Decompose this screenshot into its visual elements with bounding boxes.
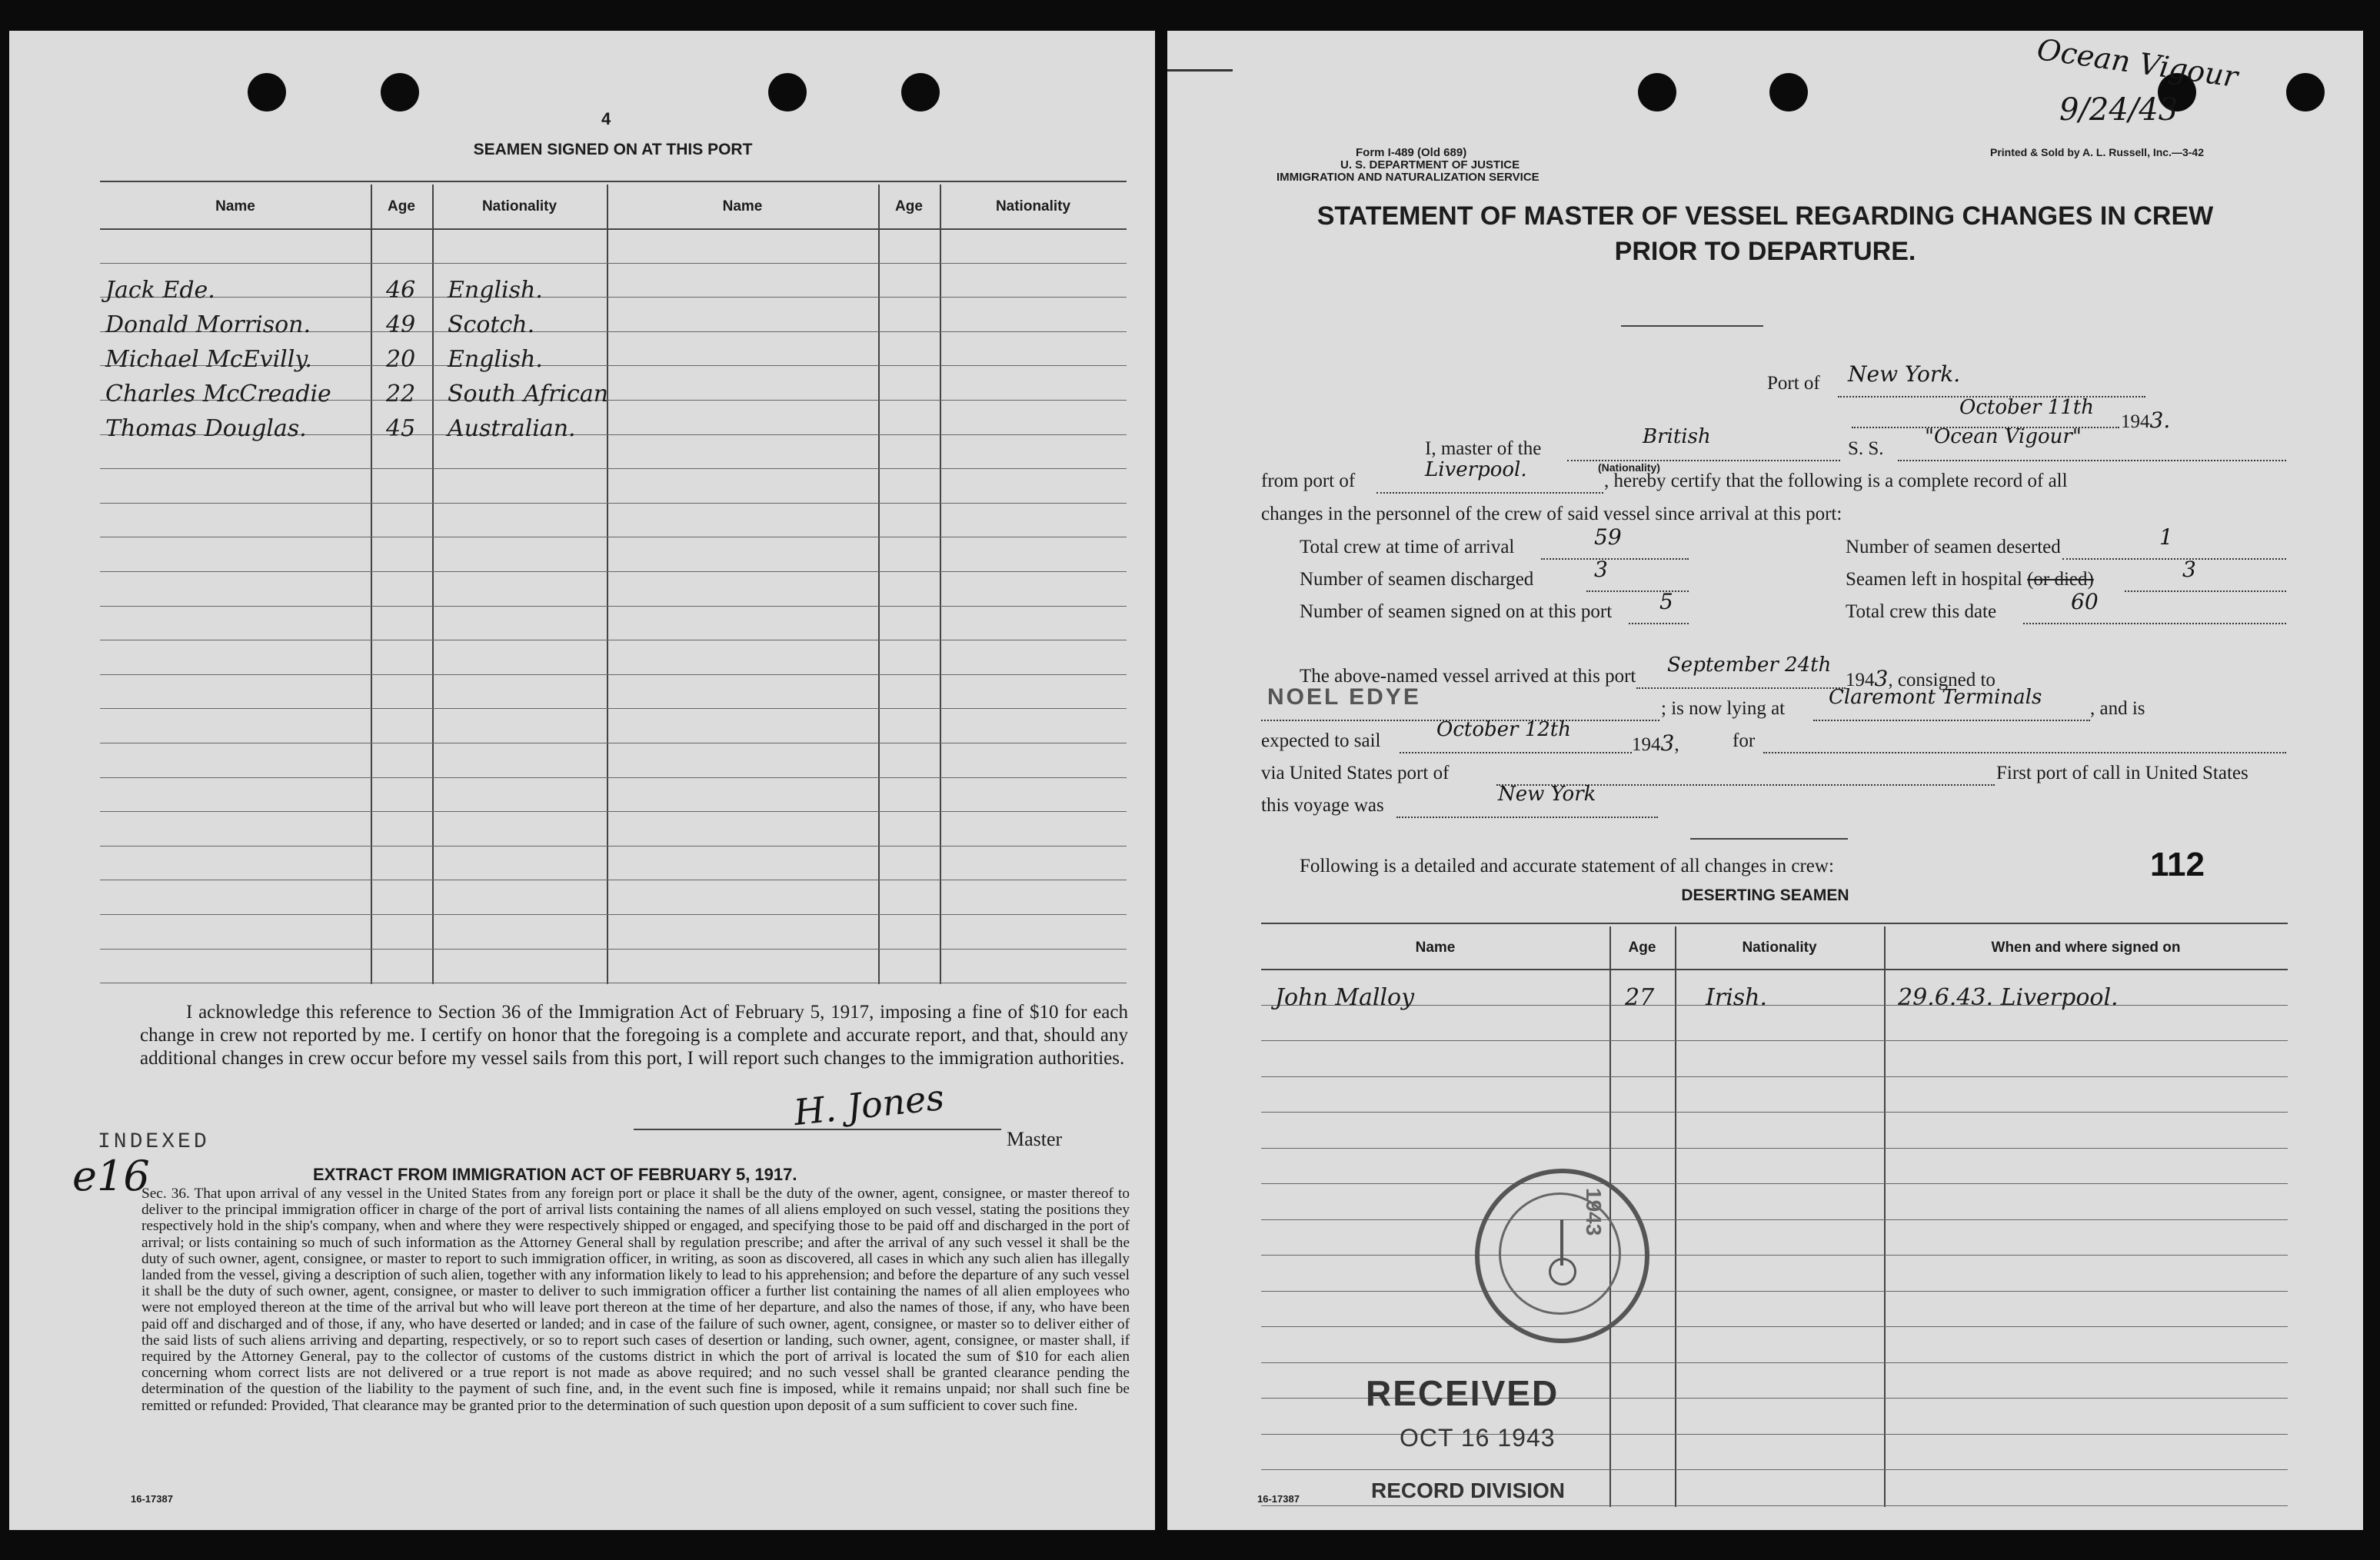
- port-value: New York.: [1848, 361, 1961, 387]
- master-label: Master: [1007, 1128, 1063, 1150]
- seaman-nationality: South African: [448, 381, 609, 407]
- stat-discharged: 3: [1594, 557, 1608, 582]
- form-code: 16-17387: [131, 1493, 173, 1505]
- year-value: 3: [1660, 730, 1675, 756]
- stat-label: Number of seamen discharged: [1300, 569, 1534, 590]
- seaman-name: Thomas Douglas.: [105, 415, 307, 442]
- punch-hole: [248, 73, 286, 111]
- stat-total-crew-date: 60: [2071, 589, 2099, 614]
- table-rule: [100, 708, 1127, 709]
- col-name: Name: [215, 198, 255, 215]
- expected-label: expected to sail: [1261, 730, 1381, 751]
- deserter-age: 27: [1625, 984, 1655, 1011]
- master-signature: H. Jones: [791, 1076, 947, 1134]
- table-rule: [1261, 1255, 2288, 1256]
- and-is: , and is: [2090, 698, 2145, 719]
- consigned-label: , consigned to: [1888, 670, 1996, 690]
- table-rule: [100, 468, 1127, 469]
- table-rule: [100, 571, 1127, 572]
- col-age: Age: [388, 198, 415, 215]
- stat-label: Total crew this date: [1846, 601, 1997, 622]
- year-printed: 194: [1632, 734, 1661, 755]
- changes-text: changes in the personnel of the crew of said vessel since arrival at this port:: [1261, 504, 1842, 524]
- struck-text: (or died): [2027, 569, 2094, 590]
- deserting-title: DESERTING SEAMEN: [1681, 886, 1849, 904]
- seaman-age: 46: [386, 277, 416, 304]
- year-value: 3.: [2149, 407, 2171, 433]
- stat-label: Seamen left in hospital: [1846, 569, 2022, 590]
- punch-hole: [1638, 73, 1676, 111]
- year-printed: 194: [2121, 411, 2150, 432]
- seaman-age: 45: [386, 415, 416, 442]
- received-date: OCT 16 1943: [1400, 1424, 1556, 1452]
- col-nationality: Nationality: [481, 198, 558, 215]
- received-stamp: RECEIVED: [1366, 1373, 1559, 1413]
- seaman-nationality: English.: [448, 346, 543, 373]
- date-value: October 11th: [1959, 396, 2094, 419]
- lying-value: Claremont Terminals: [1829, 686, 2042, 709]
- table-rule: [1261, 1362, 2288, 1363]
- punch-hole: [768, 73, 807, 111]
- table-rule: [100, 846, 1127, 847]
- form-title: STATEMENT OF MASTER OF VESSEL REGARDING CHANGES IN CREW: [1316, 201, 2214, 231]
- round-stamp-year: 1943: [1582, 1188, 1606, 1236]
- nationality-caption: (Nationality): [1598, 461, 1660, 474]
- stat-label-hospital: [1846, 569, 2094, 590]
- stat-deserted: 1: [2159, 524, 2173, 550]
- indexed-stamp: INDEXED: [98, 1130, 210, 1154]
- seaman-name: Charles McCreadie: [105, 381, 331, 407]
- acknowledgment-text: I acknowledge this reference to Section 36 of the Immigration Act of February 5, 1917, imposing a fine of $10 for each change in crew not reported by me. I certify on honor that the foregoing is a complete and accurate report, and that, should any additional changes in crew occur before my vessel sails from this port, I will report such changes to the immigration authorities.: [140, 1002, 1128, 1069]
- seaman-age: 20: [386, 346, 416, 373]
- form-subtitle: PRIOR TO DEPARTURE.: [1614, 237, 1916, 266]
- left-page: [9, 31, 1155, 1530]
- via-label: via United States port of: [1261, 763, 1450, 783]
- this-voyage-label: this voyage was: [1261, 795, 1384, 816]
- table-rule: [1261, 1469, 2288, 1470]
- punch-hole: [2286, 73, 2325, 111]
- service: IMMIGRATION AND NATURALIZATION SERVICE: [1277, 171, 1540, 184]
- handwritten-mark: e16: [72, 1152, 150, 1200]
- form-code: 16-17387: [1257, 1493, 1300, 1505]
- col-when-where: When and where signed on: [1991, 940, 2181, 956]
- department: U. S. DEPARTMENT OF JUSTICE: [1340, 158, 1520, 171]
- certify-text: , hereby certify that the following is a complete record of all: [1604, 471, 2068, 491]
- col-nationality: Nationality: [995, 198, 1071, 215]
- table-rule: [1261, 1183, 2288, 1184]
- ss-label: S. S.: [1848, 438, 1884, 459]
- for-label: for: [1733, 730, 1756, 751]
- table-rule: [1261, 1326, 2288, 1327]
- section-title: SEAMEN SIGNED ON AT THIS PORT: [473, 141, 753, 158]
- page-number: 4: [601, 109, 611, 128]
- expected-value: October 12th: [1436, 718, 1571, 741]
- seaman-nationality: English.: [448, 277, 543, 304]
- arrived-value: September 24th: [1667, 654, 1832, 677]
- punch-hole: [381, 73, 419, 111]
- stat-label: Number of seamen signed on at this port: [1300, 601, 1613, 622]
- from-port-value: Liverpool.: [1425, 458, 1527, 481]
- seaman-nationality: Australian.: [448, 415, 576, 442]
- handwritten-date: 9/24/43: [2059, 92, 2179, 128]
- seaman-nationality: Scotch.: [448, 311, 535, 338]
- seaman-name: Jack Ede.: [105, 277, 215, 304]
- stamp-number: 112: [2150, 846, 2205, 883]
- table-rule: [1261, 1148, 2288, 1149]
- col-name: Name: [722, 198, 763, 215]
- seaman-name: Michael McEvilly.: [105, 346, 312, 373]
- from-port-label: from port of: [1261, 471, 1356, 491]
- extract-title: EXTRACT FROM IMMIGRATION ACT OF FEBRUARY 5, 1917.: [313, 1165, 797, 1184]
- table-rule: [100, 674, 1127, 675]
- deserter-nationality: Irish.: [1706, 984, 1768, 1011]
- stat-label: Total crew at time of arrival: [1300, 537, 1515, 557]
- table-rule: [1261, 1040, 2288, 1041]
- col-nationality: Nationality: [1742, 940, 1817, 956]
- col-name: Name: [1415, 940, 1456, 956]
- table-rule: [1261, 1505, 2288, 1506]
- vessel-name: "Ocean Vigour": [1925, 425, 2082, 448]
- arrived-label: The above-named vessel arrived at this port: [1300, 666, 1636, 687]
- right-page: [1167, 31, 2363, 1530]
- master-of-label: I, master of the: [1425, 438, 1542, 459]
- handwritten-vessel-note: Ocean Vigour: [2035, 32, 2240, 95]
- table-rule: [1261, 1291, 2288, 1292]
- deserter-signed-on: 29.6.43. Liverpool.: [1898, 984, 2119, 1011]
- seaman-name: Donald Morrison.: [105, 311, 311, 338]
- lying-label: ; is now lying at: [1661, 698, 1786, 719]
- table-rule: [100, 949, 1127, 950]
- record-division: RECORD DIVISION: [1371, 1479, 1566, 1502]
- table-rule: [100, 606, 1127, 607]
- printer-line: Printed & Sold by A. L. Russell, Inc.—3-42: [1990, 146, 2204, 158]
- table-rule: [1261, 1112, 2288, 1113]
- table-rule: [1261, 1005, 2288, 1006]
- year-field: [2121, 407, 2170, 433]
- punch-hole: [901, 73, 940, 111]
- seaman-age: 49: [386, 311, 416, 338]
- punch-hole: [1769, 73, 1808, 111]
- nationality-value: British: [1643, 425, 1711, 448]
- table-rule: [100, 914, 1127, 915]
- stat-label: Number of seamen deserted: [1846, 537, 2061, 557]
- port-label: Port of: [1767, 373, 1820, 394]
- stat-total-crew-arrival: 59: [1594, 524, 1622, 550]
- table-rule: [100, 263, 1127, 264]
- col-age: Age: [895, 198, 923, 215]
- seaman-age: 22: [386, 381, 416, 407]
- stat-hospital: 3: [2182, 557, 2196, 582]
- expected-year: 1943,: [1632, 730, 1679, 756]
- form-id: Form I-489 (Old 689): [1356, 146, 1467, 159]
- table-rule: [100, 777, 1127, 778]
- year-value: 3: [1874, 666, 1889, 691]
- extract-text: Sec. 36. That upon arrival of any vessel in the United States from any foreign port or place it shall be the duty of the owner, agent, consignee, or master thereof to deliver to the principal immigration officer in charge of the port of arrival lists containing the names of all aliens employed on such vessel, stating the positions they respectively hold in the ship's company, when and where they were respectively shipped or engaged, and specifying those to be paid off and discharged in the port of arrival; or lists containing so much of such information as the Attorney General shall by regulation prescribe; and after the arrival of any such vessel it shall be the duty of such owner, agent, consignee, or master to report to such immigration officer, in writing, as soon as discovered, all cases in which any such alien has illegally landed from the vessel, giving a description of such alien, together with any information likely to lead to his apprehension; and before the departure of any such vessel it shall be the duty of such owner, agent, consignee, or master to deliver to such immigration officer a further list containing the names of all alien employees who were not employed thereon at the time of the arrival but who will leave port thereon at the time of her departure, and also the names of those, if any, who have been paid off and discharged and of those, if any, who have deserted or landed; and in case of the failure of such owner, agent, consignee, or master so to deliver either of the said lists of such aliens arriving and departing, respectively, or so to report such cases of desertion or landing, such owner, agent, consignee, or master shall, if required by the Attorney General, pay to the collector of customs of the customs district in which the port of arrival is located the sum of $10 for each alien concerning whom correct lists are not delivered or a true report is not made as above required; and no such vessel shall be granted clearance pending the determination of the question of the liability to the payment of such fine, and, in the event such fine is imposed, while it remains unpaid; nor shall such fine be remitted or refunded: Provided, That clearance may be granted prior to the determination of such question upon deposit of a sum sufficient to cover such fine.: [141, 1186, 1130, 1414]
- table-rule: [100, 297, 1127, 298]
- year-printed: 194: [1846, 670, 1875, 690]
- table-rule: [100, 503, 1127, 504]
- round-date-stamp: [1475, 1169, 1649, 1343]
- table-rule: [1261, 1076, 2288, 1077]
- this-voyage-value: New York: [1498, 783, 1596, 806]
- deserter-name: John Malloy: [1275, 984, 1415, 1011]
- table-rule: [100, 811, 1127, 812]
- following-text: Following is a detailed and accurate statement of all changes in crew:: [1300, 856, 1834, 876]
- first-port-label: First port of call in United States: [1996, 763, 2249, 783]
- col-age: Age: [1628, 940, 1656, 956]
- consignee-stamp: NOEL EDYE: [1267, 684, 1421, 710]
- table-rule: [1261, 1219, 2288, 1220]
- stat-signed-on: 5: [1659, 589, 1673, 614]
